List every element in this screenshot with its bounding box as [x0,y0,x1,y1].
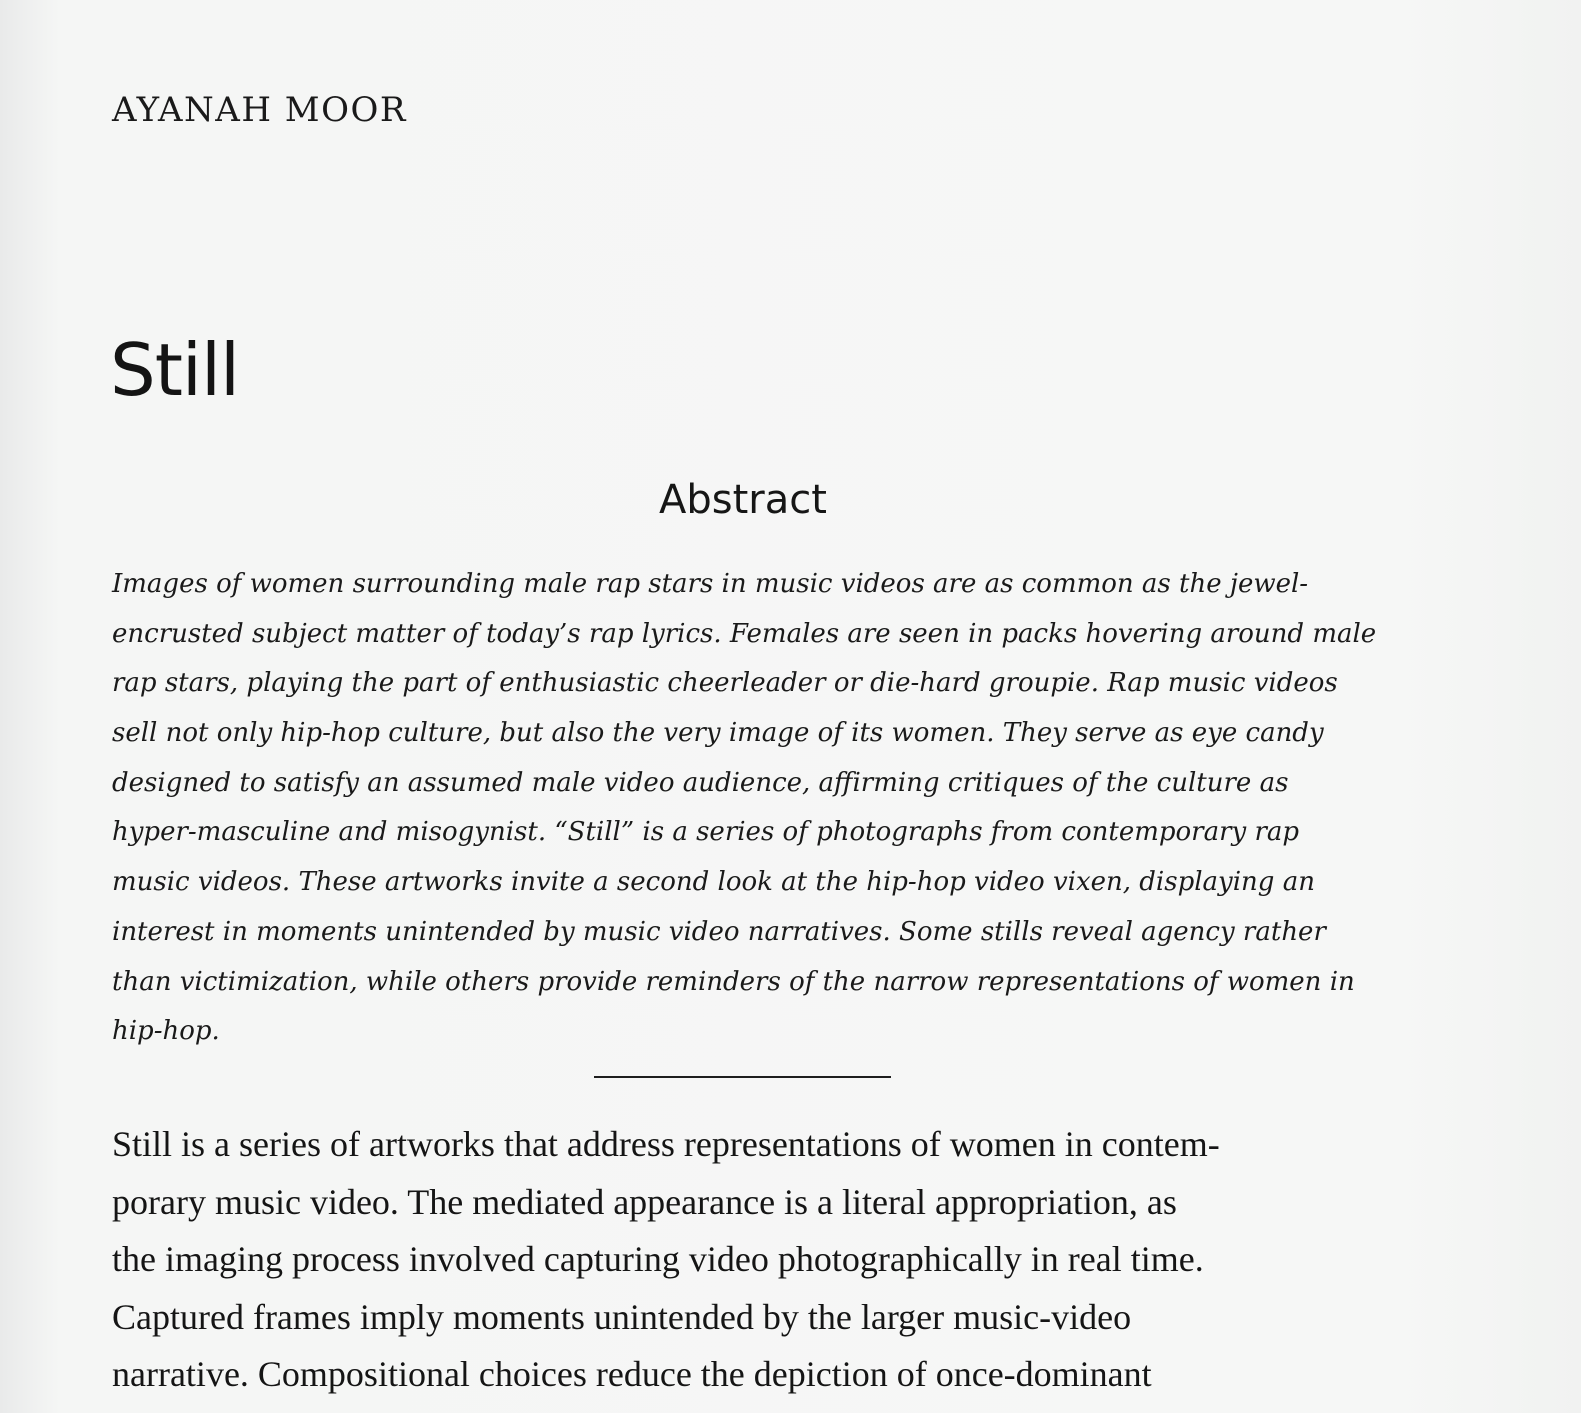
section-divider [594,1076,891,1078]
running-head-author: AYANAH MOOR [112,90,407,130]
abstract-line: interest in moments unintended by music video narratives. Some stills reveal agency rather [112,916,1326,947]
abstract-paragraph [112,560,1377,1057]
body-line: Captured frames imply moments unintended by the larger music-video [112,1296,1132,1337]
body-line: porary music video. The mediated appearance is a literal appropriation, as [112,1181,1177,1222]
article-title: Still [110,328,239,412]
abstract-line: than victimization, while others provide reminders of the narrow representations of women in [112,966,1355,997]
body-line: Still is a series of artworks that address representations of women in contem- [112,1124,1220,1164]
abstract-heading: Abstract [659,477,827,523]
body-line: narrative. Compositional choices reduce the depiction of once-dominant [112,1354,1152,1394]
abstract-line: music videos. These artworks invite a second look at the hip-hop video vixen, displaying an [112,867,1315,898]
abstract-line: designed to satisfy an assumed male video audience, affirming critiques of the culture as [112,767,1289,798]
body-paragraph [112,1116,1412,1404]
abstract-line: sell not only hip-hop culture, but also the very image of its women. They serve as eye candy [112,718,1324,749]
body-line: the imaging process involved capturing video photographically in real time. [112,1239,1204,1279]
abstract-line: rap stars, playing the part of enthusiastic cheerleader or die-hard groupie. Rap music videos [112,668,1338,699]
abstract-line: encrusted subject matter of today’s rap lyrics. Females are seen in packs hovering around male [112,618,1377,649]
abstract-line: hip-hop. [112,1016,220,1047]
abstract-line: hyper-masculine and misogynist. “Still” is a series of photographs from contemporary rap [112,817,1300,848]
abstract-line: Images of women surrounding male rap stars in music videos are as common as the jewel- [112,569,1309,599]
